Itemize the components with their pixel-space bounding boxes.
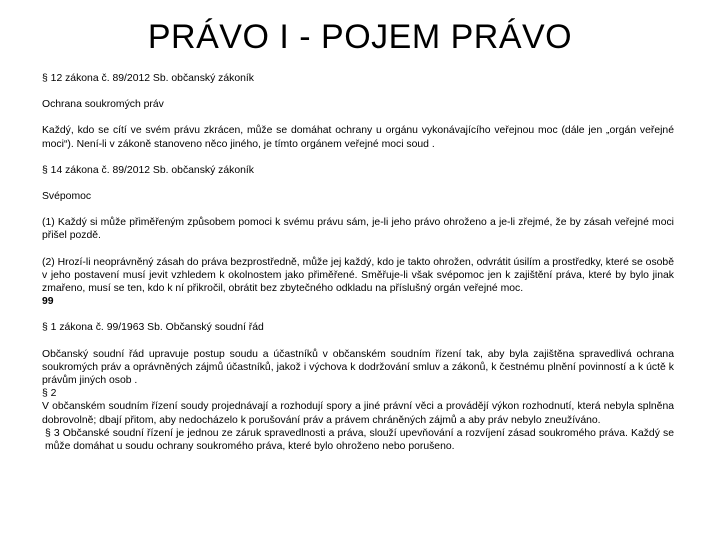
s14-paragraph-2: (2) Hrozí-li neoprávněný zásah do práva bezprostředně, může jej každý, kdo je takto ohrožen, odvrátit úsilím a prostředky, které se osobě v jeho postavení musí jevit vzhledem k okolnostem jako přiměřené. Směřuje-li však svépomoc jen k zajištění práva, které by bylo jinak zmařeno, musí se ten, kdo k ní přikročil, obrátit bez zbytečného odkladu na příslušný orgán veřejné moc.: [42, 256, 674, 295]
s14-paragraph-1: (1) Každý si může přiměřeným způsobem pomoci k svému právu sám, je-li jeho právo ohroženo a je-li zřejmé, že by zásah veřejné moci přišel pozdě.: [42, 217, 674, 242]
slide-body: [42, 72, 674, 453]
s1-reference: § 1 zákona č. 99/1963 Sb. Občanský soudní řád: [42, 322, 264, 334]
s12-heading: Ochrana soukromých práv: [42, 99, 164, 111]
page-number: 99: [42, 296, 54, 308]
slide-title: PRÁVO I - POJEM PRÁVO: [147, 18, 573, 56]
s2-mark: § 2: [42, 388, 57, 400]
s14-reference: § 14 zákona č. 89/2012 Sb. občanský zákoník: [42, 164, 254, 176]
s3-text: § 3 Občanské soudní řízení je jednou ze záruk spravedlnosti a práva, slouží upevňování a rozvíjení zásad soukromého práva. Každý se může domáhat u soudu ochrany soukromého práva, které bylo ohroženo nebo porušeno.: [45, 427, 674, 453]
s1-text: Občanský soudní řád upravuje postup soudu a účastníků v občanském soudním řízení tak, aby byla zajištěna spravedlivá ochrana soukromých práv a oprávněných zájmů účastníků, jakož i výchova k dodržování smluv a zákonů, k čestnému plnění povinností a k úctě k právům jiných osob .: [42, 348, 674, 387]
osr-block: [42, 348, 674, 454]
s14-paragraph-2-block: [42, 256, 674, 309]
s14-heading: Svépomoc: [42, 191, 92, 203]
s12-text: Každý, kdo se cítí ve svém právu zkrácen, může se domáhat ochrany u orgánu vykonávajícího veřejnou moc (dále jen „orgán veřejné moci“). Není-li v zákoně stanoveno něco jiného, je tímto orgánem veřejné moci soud .: [42, 125, 674, 150]
s2-text: V občanském soudním řízení soudy projednávají a rozhodují spory a jiné právní věci a provádějí výkon rozhodnutí, která nebyla splněna dobrovolně; dbají přitom, aby nedocházelo k porušování práv a právem chráněných zájmů a aby práv nebylo zneužíváno.: [42, 401, 674, 426]
s12-reference: § 12 zákona č. 89/2012 Sb. občanský zákoník: [42, 73, 254, 84]
